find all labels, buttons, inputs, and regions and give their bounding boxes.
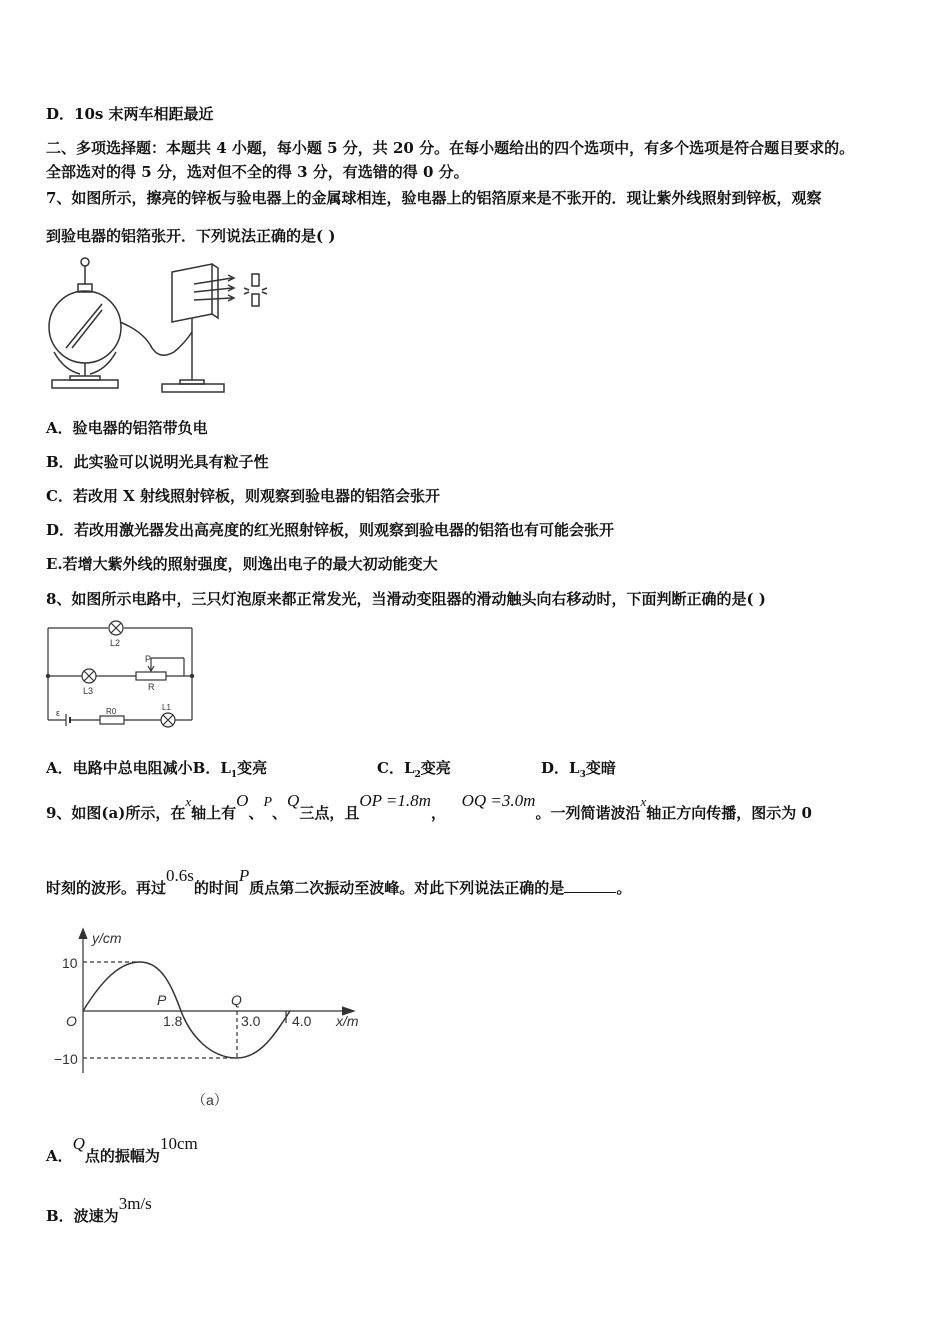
q9-stem-line2: 时刻的波形。再过0.6s的时间P质点第二次振动至波峰。对此下列说法正确的是 。 [46, 866, 632, 897]
x-tick-3-0: 3.0 [241, 1013, 261, 1029]
q8-option-d: D．$L_3$变暗 [541, 759, 616, 780]
q7-option-e: E.若增大紫外线的照射强度，则逸出电子的最大初动能变大 [46, 555, 438, 573]
q8-stem: 8、如图所示电路中，三只灯泡原来都正常发光，当滑动变阻器的滑动触头向右移动时，下面判断正确的是( ) [46, 590, 766, 608]
origin-label: O [66, 1013, 77, 1029]
q7-stem-line2: 到验电器的铝箔张开．下列说法正确的是( ) [46, 227, 336, 245]
point-q-label: Q [231, 992, 242, 1008]
q8-option-b: B．$L_1$变亮 [192, 759, 268, 780]
x-tick-1-8: 1.8 [163, 1013, 183, 1029]
section2-line2: 全部选对的得 5 分，选对但不全的得 3 分，有选错的得 0 分。 [46, 163, 469, 181]
q9-option-b: B．波速为3m/s [46, 1194, 152, 1225]
wave-graph [40, 925, 370, 1115]
q7-option-d: D．若改用激光器发出高亮度的红光照射锌板，则观察到验电器的铝箔也有可能会张开 [46, 521, 615, 539]
x-axis-label: x/m [336, 1013, 359, 1029]
label-p: P [145, 654, 152, 664]
y-tick-10: 10 [62, 955, 78, 971]
q9-option-a: A．Q点的振幅为10cm [46, 1134, 198, 1165]
q7-option-a: A．验电器的铝箔带负电 [46, 419, 208, 437]
q8-option-a: A．电路中总电阻减小 [46, 759, 193, 777]
section2-line1: 二、多项选择题：本题共 4 小题，每小题 5 分，共 20 分。在每小题给出的四个选项中，有多个选项是符合题目要求的。 [46, 139, 855, 157]
figure-caption: （a） [192, 1092, 228, 1108]
label-l3: L3 [83, 686, 94, 696]
label-r: R [148, 682, 155, 692]
label-l1: L1 [162, 703, 171, 712]
y-tick-neg10: −10 [54, 1051, 78, 1067]
point-p-label: P [157, 992, 167, 1008]
circuit-diagram [44, 620, 204, 730]
q6-option-d: D．10s 末两车相距最近 [46, 105, 214, 123]
answer-blank [564, 880, 616, 893]
label-l2: L2 [110, 638, 121, 648]
label-emf: ε [56, 708, 61, 718]
q7-option-b: B．此实验可以说明光具有粒子性 [46, 453, 269, 471]
y-axis-label: y/cm [92, 930, 122, 946]
q9-stem-line1: 9、如图(a)所示，在x轴上有O、P、Q三点，且OP =1.8m， OQ =3.0m。一列简谐波沿x轴正方向传播，图示为 0 [46, 791, 812, 822]
x-tick-4-0: 4.0 [292, 1013, 312, 1029]
electroscope-figure [44, 252, 284, 397]
q8-options-row [46, 757, 267, 780]
label-r0: R0 [106, 707, 117, 716]
q7-stem-line1: 7、如图所示，擦亮的锌板与验电器上的金属球相连，验电器上的铝箔原来是不张开的．现让紫外线照射到锌板，观察 [46, 189, 822, 207]
q8-option-c: C．$L_2$变亮 [377, 759, 451, 780]
q7-option-c: C．若改用 X 射线照射锌板，则观察到验电器的铝箔会张开 [46, 487, 441, 505]
